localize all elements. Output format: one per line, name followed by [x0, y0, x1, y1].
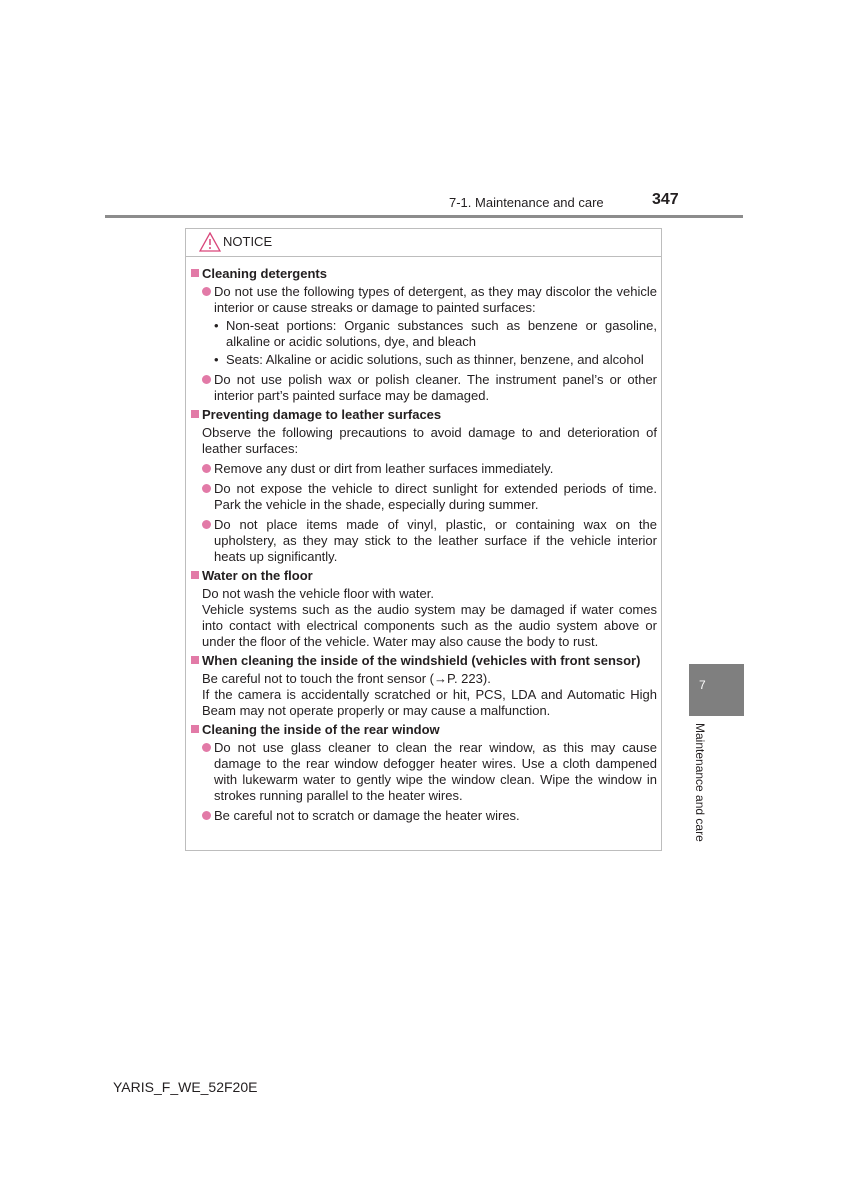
bullet-item [190, 461, 657, 477]
bullet-text: Be careful not to scratch or damage the heater wires. [214, 808, 520, 823]
paragraph: Be careful not to touch the front sensor (→P. 223). [202, 671, 491, 686]
sub-bullet-item [190, 318, 657, 350]
footer-code: YARIS_F_WE_52F20E [113, 1079, 258, 1095]
section-title-text: Water on the floor [202, 568, 313, 583]
sub-bullet-item [190, 352, 657, 368]
dot-bullet-icon: • [214, 318, 219, 333]
paragraph: Do not wash the vehicle floor with water. [202, 586, 434, 601]
bullet-item [190, 284, 657, 316]
chapter-tab [689, 664, 744, 716]
bullet-item [190, 808, 657, 824]
paragraph: Vehicle systems such as the audio system may be damaged if water comes into contact with electrical components such as the audio system above or under the floor of the vehicle. Water may also cause the body to rust. [202, 602, 657, 649]
square-bullet-icon [191, 656, 199, 664]
section-title [190, 568, 657, 584]
bullet-text: Do not expose the vehicle to direct sunlight for extended periods of time. Park the vehicle in the shade, especially during summer. [214, 481, 657, 512]
bullet-text: Do not use glass cleaner to clean the rear window, as this may cause damage to the rear window defogger heater wires. Use a cloth dampened with lukewarm water to gently wipe the window clean. Wipe the window in strokes running parallel to the heater wires. [214, 740, 657, 803]
section-title-text: Preventing damage to leather surfaces [202, 407, 442, 422]
section-title-text: Cleaning the inside of the rear window [202, 722, 440, 737]
paragraph: If the camera is accidentally scratched or hit, PCS, LDA and Automatic High Beam may not operate properly or may cause a malfunction. [202, 687, 657, 718]
circle-bullet-icon [202, 743, 211, 752]
circle-bullet-icon [202, 375, 211, 384]
bullet-item [190, 481, 657, 513]
chapter-label: Maintenance and care [693, 723, 707, 842]
notice-body [186, 257, 661, 824]
bullet-text: Remove any dust or dirt from leather surfaces immediately. [214, 461, 554, 476]
section-title [190, 407, 657, 423]
notice-title: NOTICE [223, 234, 273, 249]
circle-bullet-icon [202, 287, 211, 296]
header-section-title: 7-1. Maintenance and care [449, 195, 604, 210]
dot-bullet-icon: • [214, 352, 219, 367]
sub-bullet-text: Seats: Alkaline or acidic solutions, such as thinner, benzene, and alcohol [226, 352, 644, 367]
notice-header [186, 229, 661, 257]
square-bullet-icon [191, 725, 199, 733]
circle-bullet-icon [202, 811, 211, 820]
section-title [190, 722, 657, 738]
section-title-text: When cleaning the inside of the windshield (vehicles with front sensor) [202, 653, 641, 668]
square-bullet-icon [191, 410, 199, 418]
notice-box [185, 228, 662, 851]
bullet-text: Do not use polish wax or polish cleaner. The instrument panel’s or other interior part’s painted surface may be damaged. [214, 372, 657, 403]
bullet-item [190, 517, 657, 565]
bullet-item [190, 372, 657, 404]
circle-bullet-icon [202, 520, 211, 529]
warning-triangle-icon [199, 232, 221, 252]
chapter-number: 7 [699, 678, 706, 692]
square-bullet-icon [191, 571, 199, 579]
square-bullet-icon [191, 269, 199, 277]
section-title [190, 266, 657, 282]
header-rule [105, 215, 743, 218]
paragraph: Observe the following precautions to avoid damage to and deterioration of leather surfaces: [202, 425, 657, 456]
page-number: 347 [652, 191, 679, 208]
circle-bullet-icon [202, 484, 211, 493]
sub-bullet-text: Non-seat portions: Organic substances such as benzene or gasoline, alkaline or acidic solutions, dye, and bleach [226, 318, 657, 349]
bullet-text: Do not use the following types of detergent, as they may discolor the vehicle interior or cause streaks or damage to painted surfaces: [214, 284, 657, 315]
circle-bullet-icon [202, 464, 211, 473]
section-title-text: Cleaning detergents [202, 266, 327, 281]
bullet-text: Do not place items made of vinyl, plastic, or containing wax on the upholstery, as they may stick to the leather surface if the vehicle interior heats up significantly. [214, 517, 657, 564]
section-title [190, 653, 657, 669]
bullet-item [190, 740, 657, 804]
